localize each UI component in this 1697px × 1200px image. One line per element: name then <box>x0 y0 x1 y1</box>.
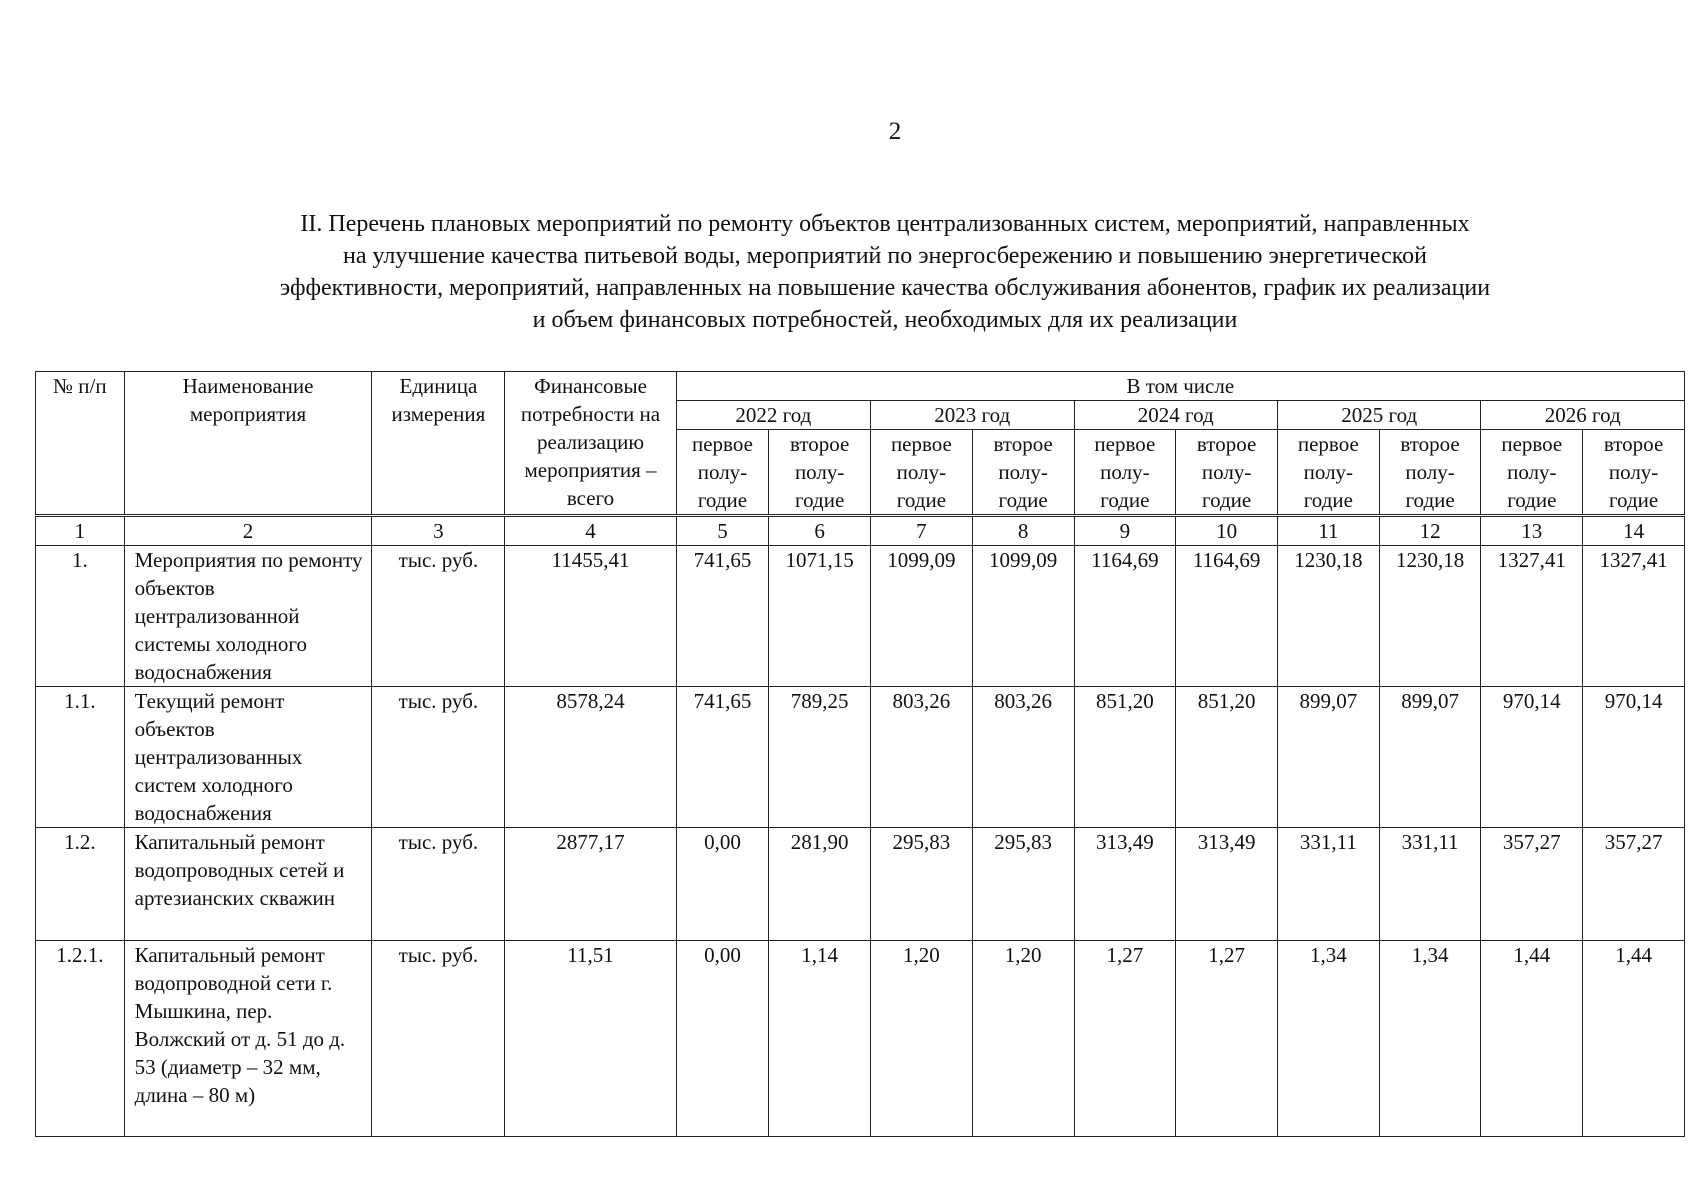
column-number: 10 <box>1176 516 1278 546</box>
column-number: 12 <box>1379 516 1481 546</box>
row-num: 1.2.1. <box>36 941 125 1137</box>
column-number: 6 <box>769 516 871 546</box>
header-num: № п/п <box>36 372 125 516</box>
header-year-2024: 2024 год <box>1074 401 1277 430</box>
row-value: 1,27 <box>1074 941 1176 1137</box>
row-value: 1164,69 <box>1176 546 1278 687</box>
table-row <box>36 687 1685 828</box>
header-year-2022: 2022 год <box>676 401 870 430</box>
plan-table <box>35 371 1685 1137</box>
row-value: 970,14 <box>1481 687 1583 828</box>
header-year-2025: 2025 год <box>1277 401 1480 430</box>
row-name: Капитальный ремонт водопроводной сети г. Мышкина, пер. Волжский от д. 51 до д. 53 (диаметр – 32 мм, длина – 80 м) <box>124 941 372 1137</box>
row-value: 899,07 <box>1277 687 1379 828</box>
row-value: 970,14 <box>1583 687 1685 828</box>
row-unit: тыс. руб. <box>372 941 505 1137</box>
row-value: 1,20 <box>871 941 973 1137</box>
header-half-first: первое полу-годие <box>676 430 769 516</box>
row-name: Мероприятия по ремонту объектов централизованной системы холодного водоснабжения <box>124 546 372 687</box>
row-value: 1230,18 <box>1277 546 1379 687</box>
column-number: 14 <box>1583 516 1685 546</box>
row-value: 1164,69 <box>1074 546 1176 687</box>
row-unit: тыс. руб. <box>372 687 505 828</box>
table-row <box>36 941 1685 1137</box>
section-heading <box>110 208 1660 336</box>
row-value: 1327,41 <box>1583 546 1685 687</box>
header-unit: Единица измерения <box>372 372 505 516</box>
row-value: 1,44 <box>1481 941 1583 1137</box>
table-row <box>36 546 1685 687</box>
column-number: 2 <box>124 516 372 546</box>
row-num: 1. <box>36 546 125 687</box>
header-half-second: второе полу-годие <box>972 430 1074 516</box>
header-half-first: первое полу-годие <box>871 430 973 516</box>
header-half-first: первое полу-годие <box>1074 430 1176 516</box>
column-number-row <box>36 516 1685 546</box>
column-number: 7 <box>871 516 973 546</box>
column-number: 5 <box>676 516 769 546</box>
column-number: 1 <box>36 516 125 546</box>
header-half-first: первое полу-годие <box>1277 430 1379 516</box>
header-half-second: второе полу-годие <box>1379 430 1481 516</box>
row-value: 803,26 <box>972 687 1074 828</box>
header-name: Наименование мероприятия <box>124 372 372 516</box>
row-value: 741,65 <box>676 546 769 687</box>
column-number: 3 <box>372 516 505 546</box>
row-total: 11455,41 <box>505 546 676 687</box>
row-value: 281,90 <box>769 828 871 941</box>
row-value: 331,11 <box>1379 828 1481 941</box>
row-value: 0,00 <box>676 941 769 1137</box>
heading-line: эффективности, мероприятий, направленных на повышение качества обслуживания абонентов, график их реализации <box>279 275 1491 301</box>
row-value: 295,83 <box>972 828 1074 941</box>
row-value: 899,07 <box>1379 687 1481 828</box>
row-name: Капитальный ремонт водопроводных сетей и артезианских скважин <box>124 828 372 941</box>
row-value: 331,11 <box>1277 828 1379 941</box>
header-half-second: второе полу-годие <box>1176 430 1278 516</box>
row-total: 11,51 <box>505 941 676 1137</box>
heading-line: II. Перечень плановых мероприятий по ремонту объектов централизованных систем, мероприятий, направленных <box>300 211 1470 237</box>
row-value: 0,00 <box>676 828 769 941</box>
row-value: 1,34 <box>1379 941 1481 1137</box>
row-value: 1099,09 <box>972 546 1074 687</box>
row-num: 1.1. <box>36 687 125 828</box>
row-value: 1,44 <box>1583 941 1685 1137</box>
row-value: 741,65 <box>676 687 769 828</box>
row-total: 2877,17 <box>505 828 676 941</box>
row-value: 1,27 <box>1176 941 1278 1137</box>
row-num: 1.2. <box>36 828 125 941</box>
row-value: 357,27 <box>1583 828 1685 941</box>
row-value: 803,26 <box>871 687 973 828</box>
row-unit: тыс. руб. <box>372 546 505 687</box>
header-half-first: первое полу-годие <box>1481 430 1583 516</box>
row-value: 851,20 <box>1074 687 1176 828</box>
row-value: 357,27 <box>1481 828 1583 941</box>
row-value: 1327,41 <box>1481 546 1583 687</box>
row-value: 1,14 <box>769 941 871 1137</box>
header-total: Финансовые потребности на реализацию мероприятия – всего <box>505 372 676 516</box>
row-value: 1099,09 <box>871 546 973 687</box>
header-year-2026: 2026 год <box>1481 401 1685 430</box>
row-total: 8578,24 <box>505 687 676 828</box>
header-half-second: второе полу-годие <box>1583 430 1685 516</box>
column-number: 9 <box>1074 516 1176 546</box>
row-value: 1230,18 <box>1379 546 1481 687</box>
row-value: 313,49 <box>1074 828 1176 941</box>
row-value: 1,20 <box>972 941 1074 1137</box>
header-half-second: второе полу-годие <box>769 430 871 516</box>
row-value: 313,49 <box>1176 828 1278 941</box>
column-number: 11 <box>1277 516 1379 546</box>
row-unit: тыс. руб. <box>372 828 505 941</box>
column-number: 13 <box>1481 516 1583 546</box>
row-value: 295,83 <box>871 828 973 941</box>
header-year-2023: 2023 год <box>871 401 1074 430</box>
row-value: 1,34 <box>1277 941 1379 1137</box>
heading-line: и объем финансовых потребностей, необходимых для их реализации <box>532 307 1238 333</box>
column-number: 8 <box>972 516 1074 546</box>
row-name: Текущий ремонт объектов централизованных систем холодного водоснабжения <box>124 687 372 828</box>
row-value: 789,25 <box>769 687 871 828</box>
page-number: 2 <box>888 118 902 145</box>
header-including: В том числе <box>676 372 1684 401</box>
column-number: 4 <box>505 516 676 546</box>
row-value: 1071,15 <box>769 546 871 687</box>
row-value: 851,20 <box>1176 687 1278 828</box>
heading-line: на улучшение качества питьевой воды, мероприятий по энергосбережению и повышению энергетической <box>342 243 1428 269</box>
table-row <box>36 828 1685 941</box>
